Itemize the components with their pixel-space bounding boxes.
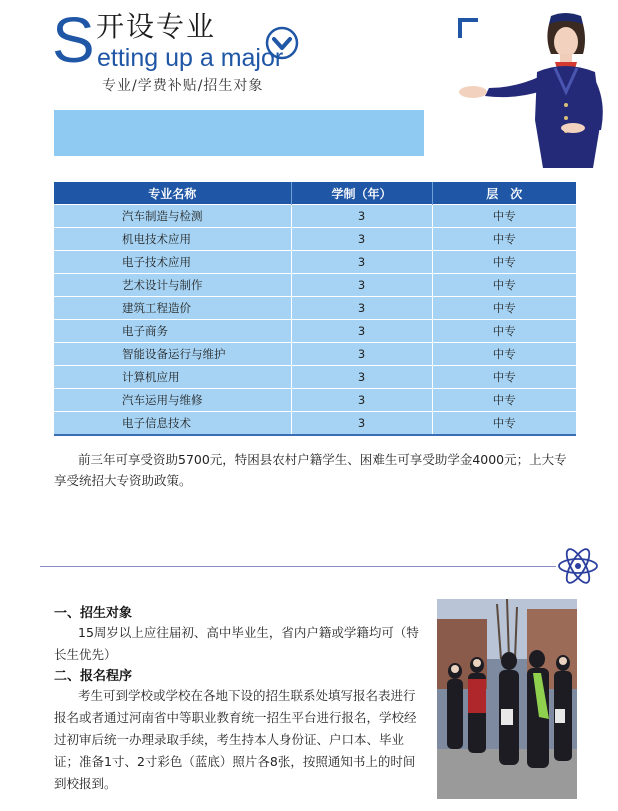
table-row: [54, 297, 576, 320]
table-row: [54, 251, 576, 274]
years-cell: 3: [291, 251, 432, 274]
years-cell: 3: [291, 205, 432, 228]
procedure-text: 考生可到学校或学校在各地下设的招生联系处填写报名表进行报名或者通过河南省中等职业教育统一招生平台进行报名，学校经过初审后统一办理录取手续，考生持本人身份证、户口本、毕业证；准备1寸、2寸彩色（蓝底）照片各8张，按照通知书上的时间到校报到。: [54, 688, 417, 791]
procedure-heading: 二、报名程序: [54, 669, 133, 684]
majors-table: [54, 182, 576, 436]
enrollment-target-heading: 一、招生对象: [54, 606, 133, 621]
level-cell: 中专: [432, 389, 576, 412]
chevron-down-circle-icon: [265, 26, 299, 60]
major-name-cell: 汽车制造与检测: [54, 205, 291, 228]
major-name-cell: 电子商务: [54, 320, 291, 343]
page-subtitle: 专业/学费补贴/招生对象: [102, 78, 264, 94]
major-name-cell: 计算机应用: [54, 366, 291, 389]
major-name-cell: 艺术设计与制作: [54, 274, 291, 297]
section-divider: [40, 566, 556, 567]
years-cell: 3: [291, 412, 432, 436]
subsidy-note: 前三年可享受资助5700元，特困县农村户籍学生、困难生可享受助学金4000元；上大专享受统招大专资助政策。: [54, 452, 567, 488]
major-name-cell: 汽车运用与维修: [54, 389, 291, 412]
table-row: [54, 274, 576, 297]
major-name-cell: 建筑工程造价: [54, 297, 291, 320]
years-cell: 3: [291, 343, 432, 366]
level-cell: 中专: [432, 297, 576, 320]
level-cell: 中专: [432, 320, 576, 343]
table-header-row: [54, 182, 576, 205]
table-row: [54, 389, 576, 412]
years-cell: 3: [291, 389, 432, 412]
page-title-english: etting up a major: [97, 44, 284, 72]
table-row: [54, 366, 576, 389]
level-cell: 中专: [432, 274, 576, 297]
years-cell: 3: [291, 366, 432, 389]
table-row: [54, 228, 576, 251]
major-name-cell: 机电技术应用: [54, 228, 291, 251]
page-title: 开设专业: [96, 10, 217, 43]
level-cell: 中专: [432, 412, 576, 436]
column-header-years: 学制（年）: [291, 182, 432, 205]
table-row: [54, 343, 576, 366]
major-name-cell: 电子技术应用: [54, 251, 291, 274]
students-photo: [437, 599, 577, 799]
title-initial-letter: S: [52, 4, 95, 76]
table-row: [54, 205, 576, 228]
column-header-major-name: 专业名称: [54, 182, 291, 205]
blue-banner-box: [54, 110, 424, 156]
table-row: [54, 320, 576, 343]
column-header-level: 层 次: [432, 182, 576, 205]
level-cell: 中专: [432, 366, 576, 389]
years-cell: 3: [291, 274, 432, 297]
level-cell: 中专: [432, 228, 576, 251]
enrollment-target-text: 15周岁以上应往届初、高中毕业生，省内户籍或学籍均可（特长生优先）: [54, 625, 419, 662]
major-name-cell: 电子信息技术: [54, 412, 291, 436]
level-cell: 中专: [432, 251, 576, 274]
years-cell: 3: [291, 320, 432, 343]
years-cell: 3: [291, 228, 432, 251]
atom-icon: [556, 546, 600, 586]
table-row: [54, 412, 576, 436]
major-name-cell: 智能设备运行与维护: [54, 343, 291, 366]
level-cell: 中专: [432, 343, 576, 366]
level-cell: 中专: [432, 205, 576, 228]
flight-attendant-image: [455, 10, 618, 168]
years-cell: 3: [291, 297, 432, 320]
